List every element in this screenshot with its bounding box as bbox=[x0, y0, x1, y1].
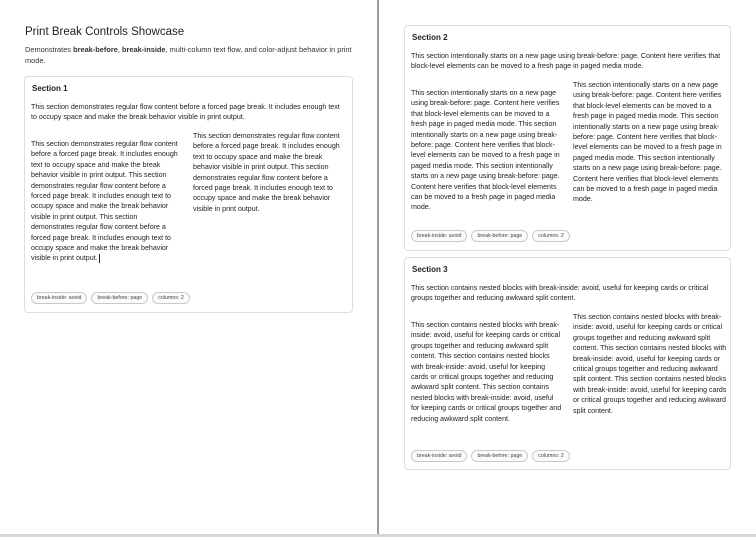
section-title: Section 1 bbox=[32, 84, 68, 93]
tag-columns: columns: 2 bbox=[152, 292, 190, 304]
tag-list bbox=[411, 230, 570, 242]
section-column-left bbox=[31, 139, 179, 264]
tag-break-inside: break-inside: avoid bbox=[411, 450, 467, 462]
description-keyword-break-before: break-before bbox=[73, 45, 118, 54]
section-card-3 bbox=[404, 257, 731, 470]
section-intro: This section demonstrates regular flow content before a forced page break. It includes enough text to occupy space and make the break behavior visible in print output. bbox=[31, 103, 340, 122]
section-column-right: This section contains nested blocks with break-inside: avoid, useful for keeping cards or critical groups together and reducing awkward split content. This section contains nested blocks with break-inside: avoid, useful for keeping cards or critical groups together and reducing awkward split content. This section contains nested blocks with break-inside: avoid, useful for keeping cards or critical groups together and reducing awkward split content. bbox=[573, 313, 727, 415]
section-card-1 bbox=[24, 76, 353, 313]
section-intro: This section contains nested blocks with break-inside: avoid, useful for keeping cards or critical groups together and reducing awkward split content. bbox=[411, 284, 709, 303]
tag-break-before: break-before: page bbox=[91, 292, 148, 304]
tag-break-before: break-before: page bbox=[471, 450, 528, 462]
description-text: , bbox=[117, 45, 122, 54]
section-title: Section 3 bbox=[412, 265, 448, 274]
section-column-left: This section intentionally starts on a new page using break-before: page. Content here verifies that block-level elements can be moved to a fresh page in paged media mode. This section intentionally starts on a new page using break-before: page. Content here verifies that block-level elements can be moved to a fresh page in paged media mode. This section intentionally starts on a new page using break-before: page. Content here verifies that block-level elements can be moved to a fresh page in paged media mode. bbox=[411, 89, 560, 212]
print-page-1 bbox=[0, 0, 377, 534]
section-card-2 bbox=[404, 25, 731, 251]
description-text: Demonstrates bbox=[25, 45, 74, 54]
description-keyword-break-inside: break-inside bbox=[121, 45, 166, 54]
tag-break-inside: break-inside: avoid bbox=[411, 230, 467, 242]
print-page-2 bbox=[379, 0, 756, 534]
section-column-right: This section demonstrates regular flow content before a forced page break. It includes enough text to occupy space and make the break behavior visible in print output. This section demonstrates regular flow content before a forced page break. It includes enough text to occupy space and make the break behavior visible in print output. bbox=[193, 132, 340, 213]
section-column-right: This section intentionally starts on a new page using break-before: page. Content here verifies that block-level elements can be moved to a fresh page in paged media mode. This section intentionally starts on a new page using break-before: page. Content here verifies that block-level elements can be moved to a fresh page in paged media mode. This section intentionally starts on a new page using break-before: page. Content here verifies that block-level elements can be moved to a fresh page in paged media mode. bbox=[573, 81, 722, 204]
text-cursor bbox=[99, 254, 100, 263]
page-title: Print Break Controls Showcase bbox=[25, 26, 185, 38]
section-column-left: This section contains nested blocks with break-inside: avoid, useful for keeping cards or critical groups together and reducing awkward split content. This section contains nested blocks with break-inside: avoid, useful for keeping cards or critical groups together and reducing awkward split content. This section contains nested blocks with break-inside: avoid, useful for keeping cards or critical groups together and reducing awkward split content. bbox=[411, 321, 562, 423]
tag-break-inside: break-inside: avoid bbox=[31, 292, 87, 304]
description-text: , multi-column text flow, and color-adjust behavior in print mode. bbox=[25, 45, 352, 65]
tag-columns: columns: 2 bbox=[532, 230, 570, 242]
section-title: Section 2 bbox=[412, 33, 448, 42]
tag-list bbox=[411, 450, 570, 462]
page-description bbox=[25, 45, 355, 66]
tag-break-before: break-before: page bbox=[471, 230, 528, 242]
tag-columns: columns: 2 bbox=[532, 450, 570, 462]
tag-list bbox=[31, 292, 190, 304]
section-intro: This section intentionally starts on a new page using break-before: page. Content here verifies that block-level elements can be moved to a fresh page in paged media mode. bbox=[411, 52, 721, 71]
column-text: This section demonstrates regular flow content before a forced page break. It includes enough text to occupy space and make the break behavior visible in print output. This section demonstrates regular flow content before a forced page break. It includes enough text to occupy space and make the break behavior visible in print output. This section demonstrates regular flow content before a forced page break. It includes enough text to occupy space and make the break behavior visible in print output. bbox=[31, 140, 178, 263]
